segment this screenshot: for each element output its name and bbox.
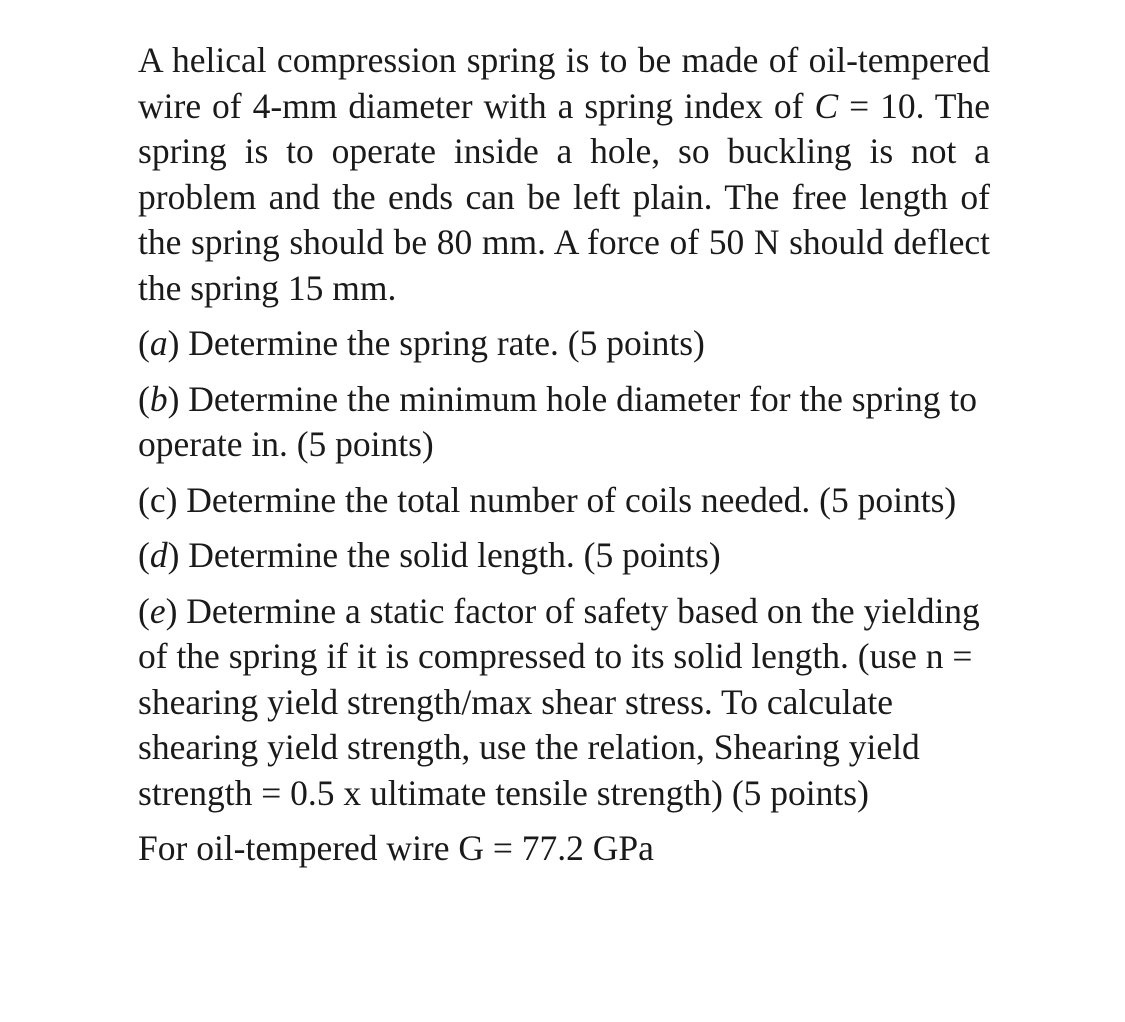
part-b-label: b: [149, 378, 168, 419]
part-d-label: d: [149, 535, 168, 575]
part-b-text: Determine the minimum hole diameter for the spring to operate in. (5 points): [138, 378, 977, 464]
problem-intro: [138, 38, 990, 311]
part-c-close: ): [165, 479, 178, 520]
part-a-label: a: [149, 323, 168, 363]
part-d-open: (: [138, 535, 150, 575]
part-e-text: Determine a static factor of safety based on the yielding of the spring if it is compressed to its solid length. (use n = shearing yield strength/max shear stress. To calculate shearing yield strength, use the relation, Shearing yield strength = 0.5 x ultimate tensile strength) (5 points): [138, 590, 980, 813]
part-b: [138, 377, 990, 468]
intro-text-1: A helical compression spring is to be made of oil-tempered wire of 4-mm diameter with a spring index of: [138, 40, 990, 126]
part-a-open: (: [138, 323, 150, 363]
intro-text-2: = 10. The spring is to operate inside a hole, so buckling is not a problem and the ends can be left plain. The free length of the spring should be 80 mm. A force of 50 N should deflect the spring 15 mm.: [138, 85, 990, 308]
part-d-text: Determine the solid length. (5 points): [179, 535, 721, 575]
part-e-label: e: [149, 590, 166, 631]
part-e: [138, 589, 990, 817]
part-b-close: ): [167, 378, 180, 419]
part-d: [138, 533, 990, 579]
part-d-close: ): [167, 535, 180, 575]
part-c-text: Determine the total number of coils needed. (5 points): [177, 479, 957, 520]
material-note: [138, 826, 990, 872]
spring-index-variable: C: [814, 85, 839, 126]
part-a-close: ): [167, 323, 180, 363]
part-b-open: (: [138, 378, 150, 419]
part-c: [138, 478, 990, 524]
problem-document: [138, 38, 990, 882]
material-note-text: For oil-tempered wire G = 77.2 GPa: [138, 828, 654, 868]
part-a-text: Determine the spring rate. (5 points): [179, 323, 705, 363]
part-e-close: ): [165, 590, 178, 631]
part-c-open: (: [138, 479, 150, 520]
part-c-label: c: [149, 479, 166, 520]
part-e-open: (: [138, 590, 150, 631]
part-a: [138, 321, 990, 367]
